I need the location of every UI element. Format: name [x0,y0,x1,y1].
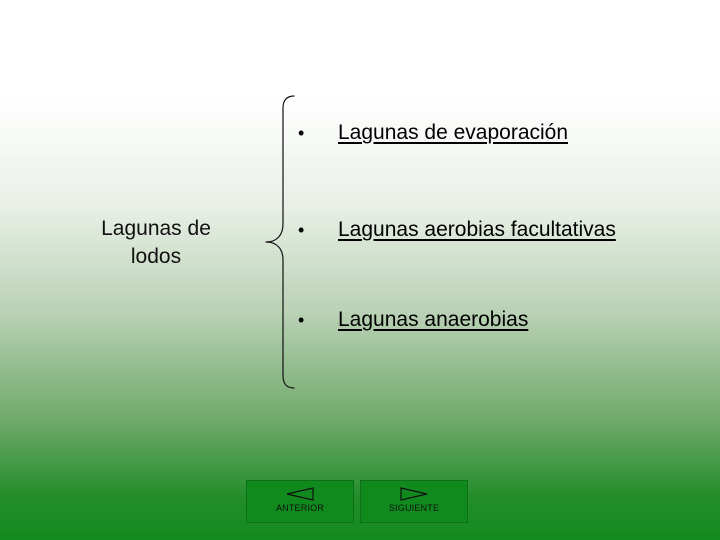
left-triangle-icon [285,486,315,502]
bullet-item-anaerobic[interactable] [298,305,528,335]
sludge-ponds-label-line-2: lodos [130,245,182,268]
bullet-link-anaerobic[interactable]: Lagunas anaerobias [338,308,529,331]
curly-brace-icon [258,92,302,392]
previous-button[interactable] [246,480,354,523]
sludge-ponds-label-line-1: Lagunas de [101,217,211,240]
bullet-marker: • [298,220,305,240]
next-button[interactable] [360,480,468,523]
bullet-link-aerobic-facultative[interactable]: Lagunas aerobias facultativas [338,218,616,241]
next-button-label: SIGUIENTE [388,503,440,513]
previous-button-label: ANTERIOR [275,503,325,513]
bullet-link-evaporation[interactable]: Lagunas de evaporación [338,121,569,144]
bullet-marker: • [298,123,305,143]
bullet-item-aerobic-facultative[interactable] [298,215,616,245]
sludge-ponds-label [80,215,232,271]
right-triangle-icon [399,486,429,502]
bullet-item-evaporation[interactable] [298,118,568,148]
bullet-marker: • [298,310,305,330]
